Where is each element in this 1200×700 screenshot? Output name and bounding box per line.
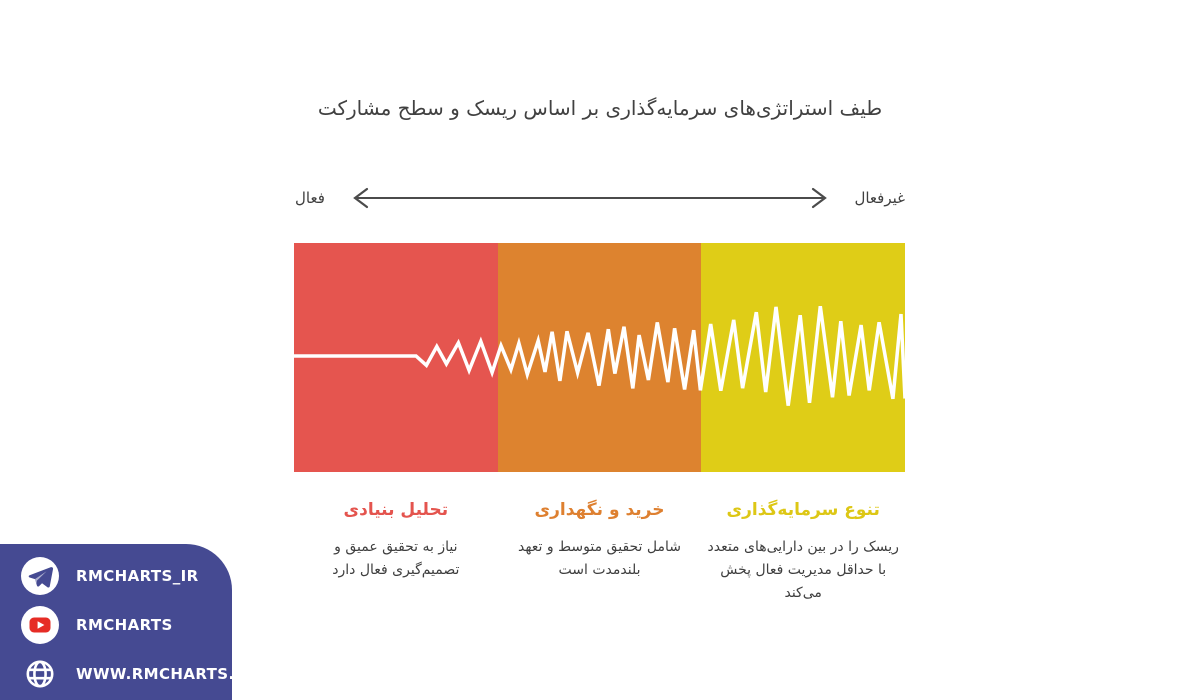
strategy-name: تنوع سرمایه‌گذاری: [726, 500, 880, 520]
strategy-description: ریسک را در بین دارایی‌های متعدد با حداقل مدیریت فعال پخش می‌کند: [707, 539, 899, 601]
strategy-description: شامل تحقیق متوسط و تعهد بلندمدت است: [518, 539, 682, 578]
social-panel: [0, 544, 253, 700]
strategy-card-buy-and-hold: [498, 500, 702, 605]
globe-icon: [20, 654, 60, 694]
youtube-handle: RMCHARTS: [76, 616, 173, 634]
zone-buy-and-hold: [498, 243, 702, 472]
page-title: طیف استراتژی‌های سرمایه‌گذاری بر اساس ریسک و سطح مشارکت: [317, 96, 883, 120]
strategy-card-fundamental-analysis: [294, 500, 498, 605]
spectrum-axis: [295, 186, 905, 210]
zone-diversification: [701, 243, 905, 472]
axis-label-passive: غیرفعال: [854, 189, 905, 207]
zone-fundamental-analysis: [294, 243, 498, 472]
strategy-name: خرید و نگهداری: [534, 500, 665, 520]
social-row-telegram: [20, 556, 232, 596]
strategy-labels: [294, 500, 905, 605]
telegram-handle: RMCHARTS_IR: [76, 567, 199, 585]
telegram-icon: [20, 556, 60, 596]
website-url: WWW.RMCHARTS.IR: [76, 665, 253, 683]
strategy-description: نیاز به تحقیق عمیق و تصمیم‌گیری فعال دارد: [332, 539, 460, 578]
double-arrow-icon: [350, 187, 830, 209]
youtube-icon: [20, 605, 60, 645]
social-row-website: [20, 654, 253, 694]
social-row-youtube: [20, 605, 232, 645]
axis-label-active: فعال: [295, 189, 325, 207]
risk-spectrum-band: [294, 243, 905, 472]
strategy-card-diversification: [701, 500, 905, 605]
strategy-name: تحلیل بنیادی: [343, 500, 449, 520]
